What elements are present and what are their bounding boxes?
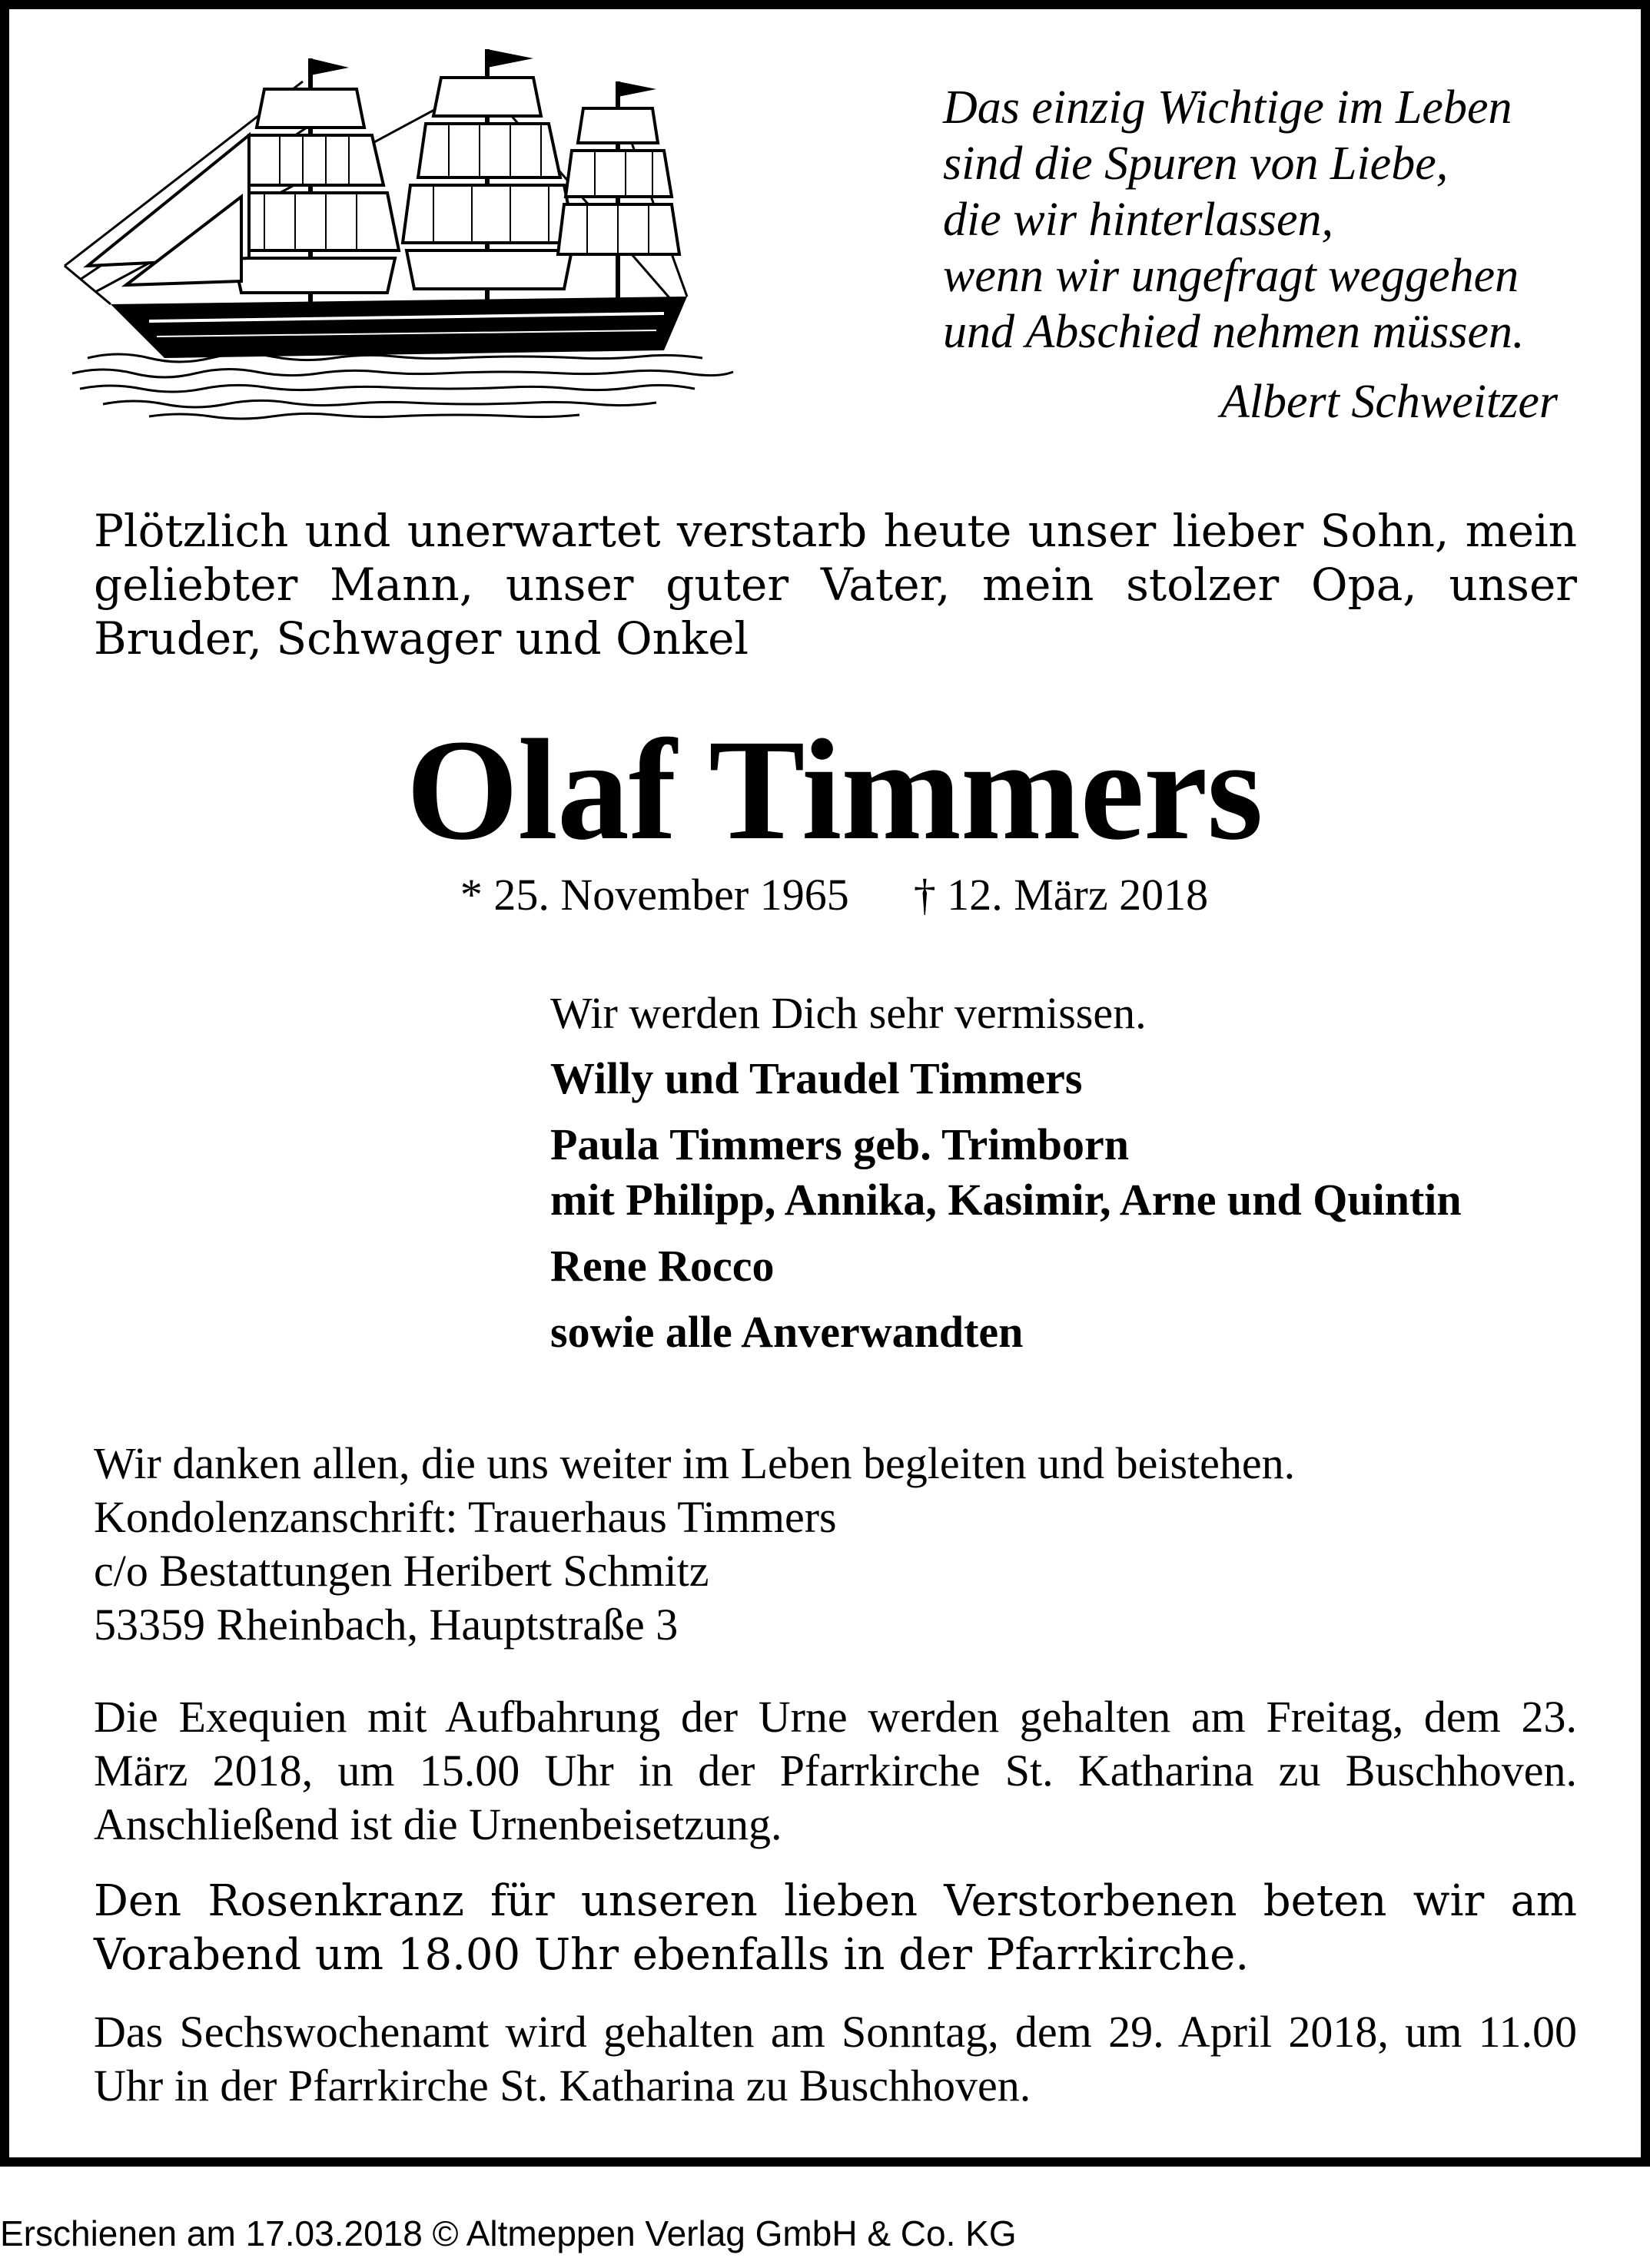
- quote-line: sind die Spuren von Liebe,: [943, 138, 1449, 190]
- exequies-paragraph: Die Exequien mit Aufbahrung der Urne werden gehalten am Freitag, dem 23. März 2018, um 15.00 Uhr in der Pfarrkirche St. Katharina zu Buschhoven. Anschließend ist die Urnenbeisetzung.: [94, 1692, 1577, 1849]
- death-date: † 12. März 2018: [913, 870, 1209, 920]
- life-dates: [9, 868, 1650, 922]
- condolence-address-line: 53359 Rheinbach, Hauptstraße 3: [94, 1600, 679, 1650]
- thanks-line: Wir danken allen, die uns weiter im Leben begleiten und beistehen.: [94, 1438, 1296, 1488]
- condolence-address-line: Kondolenzanschrift: Trauerhaus Timmers: [94, 1492, 837, 1542]
- quote-line: Das einzig Wichtige im Leben: [943, 81, 1512, 134]
- rosary-paragraph: Den Rosenkranz für unseren lieben Verstorbenen beten wir am Vorabend um 18.00 Uhr ebenfalls in der Pfarrkirche.: [94, 1876, 1577, 1980]
- publication-footer: Erschienen am 17.03.2018 © Altmeppen Verlag GmbH & Co. KG: [0, 2213, 1017, 2253]
- birth-date: * 25. November 1965: [460, 870, 849, 920]
- quote-author: Albert Schweitzer: [1220, 376, 1558, 428]
- six-weeks-mass-paragraph: Das Sechswochenamt wird gehalten am Sonntag, dem 29. April 2018, um 11.00 Uhr in der Pfarrkirche St. Katharina zu Buschhoven.: [94, 2007, 1577, 2110]
- deceased-name: Olaf Timmers: [406, 709, 1263, 870]
- mourners-block: [550, 983, 1580, 1360]
- miss-line: Wir werden Dich sehr vermissen.: [550, 988, 1147, 1038]
- quote-line: und Abschied nehmen müssen.: [943, 306, 1525, 358]
- mourner-name: Willy und Traudel Timmers: [550, 1053, 1083, 1103]
- quote-line: wenn wir ungefragt weggehen: [943, 250, 1519, 302]
- sailing-ship-illustration: [57, 35, 741, 423]
- quote-block: [943, 80, 1581, 360]
- quote-line: die wir hinterlassen,: [943, 194, 1334, 246]
- mourner-name: Rene Rocco: [550, 1241, 775, 1291]
- mourner-name: sowie alle Anverwandten: [550, 1307, 1024, 1357]
- mourner-name: Paula Timmers geb. Trimborn: [550, 1119, 1129, 1169]
- thanks-block: [94, 1437, 1577, 1652]
- mourner-name: mit Philipp, Annika, Kasimir, Arne und Quintin: [550, 1175, 1462, 1225]
- intro-text: Plötzlich und unerwartet verstarb heute unser lieber Sohn, mein geliebter Mann, unser guter Vater, mein stolzer Opa, unser Bruder, Schwager und Onkel: [94, 505, 1577, 665]
- condolence-address-line: c/o Bestattungen Heribert Schmitz: [94, 1546, 709, 1596]
